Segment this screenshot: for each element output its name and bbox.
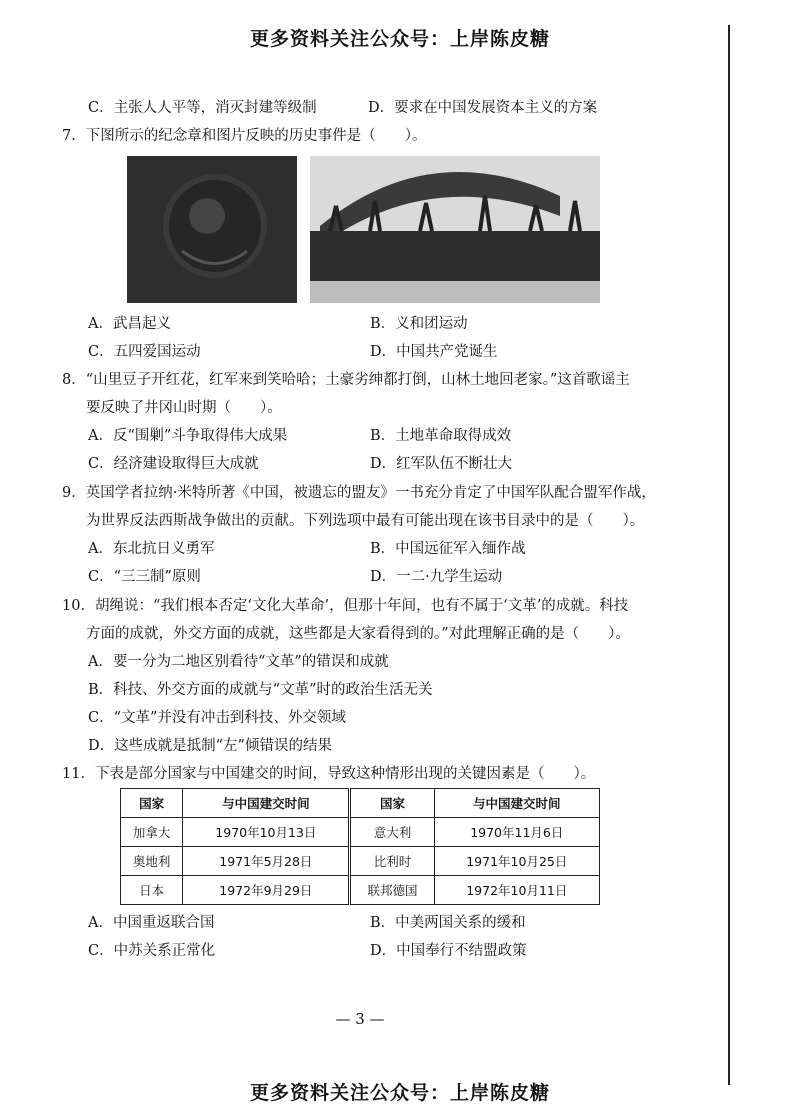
- table-cell: 奥地利: [121, 847, 183, 876]
- table-cell: 1971年10月25日: [434, 847, 599, 876]
- table-cell: 1970年11月6日: [434, 818, 599, 847]
- q9-stem-line1: 9．英国学者拉纳·米特所著《中国，被遗忘的盟友》一书充分肯定了中国军队配合盟军作战，: [62, 485, 656, 501]
- table-row: [121, 876, 600, 905]
- q10-option-a: A．要一分为二地区别看待“文革”的错误和成就: [88, 654, 389, 670]
- q10-stem-line2: 方面的成就，外交方面的成就，这些都是大家看得到的。”对此理解正确的是（ ）。: [86, 626, 630, 642]
- page-number: — 3 —: [335, 1010, 385, 1028]
- historical-protest-photo: [310, 156, 600, 303]
- q11-option-d: D．中国奉行不结盟政策: [370, 943, 527, 959]
- table-cell: 比利时: [350, 847, 434, 876]
- q6-option-c: C．主张人人平等，消灭封建等级制: [88, 100, 317, 116]
- q10-option-d: D．这些成就是抵制“左”倾错误的结果: [88, 738, 332, 754]
- q10-option-b: B．科技、外交方面的成就与“文革”时的政治生活无关: [88, 682, 433, 698]
- table-cell: 日本: [121, 876, 183, 905]
- q9-stem-line2: 为世界反法西斯战争做出的贡献。下列选项中最有可能出现在该书目录中的是（ ）。: [86, 513, 645, 529]
- table-cell: 1971年5月28日: [183, 847, 350, 876]
- q8-option-b: B．土地革命取得成效: [370, 428, 512, 444]
- q8-option-a: A．反“围剿”斗争取得伟大成果: [88, 428, 288, 444]
- table-header-cell: 国家: [350, 789, 434, 818]
- q8-option-d: D．红军队伍不断壮大: [370, 456, 513, 472]
- q11-stem: 11．下表是部分国家与中国建交的时间，导致这种情形出现的关键因素是（ ）。: [62, 766, 596, 782]
- scan-edge-line: [728, 25, 730, 1085]
- q7-option-b: B．义和团运动: [370, 316, 468, 332]
- q8-stem-line2: 要反映了井冈山时期（ ）。: [86, 400, 282, 416]
- commemorative-medal-image: [127, 156, 297, 303]
- table-header-row: [121, 789, 600, 818]
- table-header-cell: 与中国建交时间: [183, 789, 350, 818]
- q9-option-a: A．东北抗日义勇军: [88, 541, 215, 557]
- banner-top: 更多资料关注公众号：上岸陈皮糖: [249, 28, 550, 50]
- q7-stem: 7．下图所示的纪念章和图片反映的历史事件是（ ）。: [62, 128, 427, 144]
- table-row: [121, 818, 600, 847]
- table-cell: 意大利: [350, 818, 434, 847]
- table-cell: 联邦德国: [350, 876, 434, 905]
- q9-option-d: D．一二·九学生运动: [370, 569, 503, 585]
- q7-option-a: A．武昌起义: [88, 316, 171, 332]
- table-cell: 1972年10月11日: [434, 876, 599, 905]
- q10-stem-line1: 10．胡绳说：“我们根本否定‘文化大革命’，但那十年间，也有不属于‘文革’的成就。科技: [62, 598, 629, 614]
- table-cell: 加拿大: [121, 818, 183, 847]
- q11-option-a: A．中国重返联合国: [88, 915, 215, 931]
- table-row: [121, 847, 600, 876]
- q9-option-b: B．中国远征军入缅作战: [370, 541, 526, 557]
- table-header-cell: 与中国建交时间: [434, 789, 599, 818]
- banner-bottom: 更多资料关注公众号：上岸陈皮糖: [249, 1082, 550, 1104]
- q11-option-b: B．中美两国关系的缓和: [370, 915, 526, 931]
- q7-option-d: D．中国共产党诞生: [370, 344, 498, 360]
- q6-option-d: D．要求在中国发展资本主义的方案: [368, 100, 598, 116]
- q9-option-c: C．“三三制”原则: [88, 569, 201, 585]
- q8-option-c: C．经济建设取得巨大成就: [88, 456, 259, 472]
- table-cell: 1972年9月29日: [183, 876, 350, 905]
- table-cell: 1970年10月13日: [183, 818, 350, 847]
- q10-option-c: C．“文革”并没有冲击到科技、外交领域: [88, 710, 346, 726]
- q11-option-c: C．中苏关系正常化: [88, 943, 216, 959]
- table-header-cell: 国家: [121, 789, 183, 818]
- q7-option-c: C．五四爱国运动: [88, 344, 201, 360]
- q8-stem-line1: 8．“山里豆子开红花，红军来到笑哈哈；土豪劣绅都打倒，山林土地回老家。”这首歌谣主: [62, 372, 630, 388]
- diplomatic-relations-table: [120, 788, 600, 905]
